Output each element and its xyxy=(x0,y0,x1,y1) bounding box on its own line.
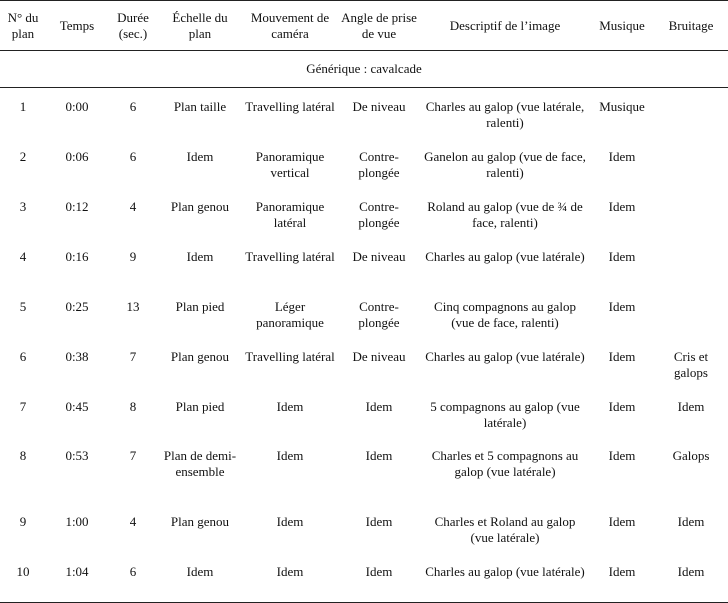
cell-duration: 4 xyxy=(129,513,137,529)
cell-shot-scale: Plan genou xyxy=(170,513,230,529)
cell-duration: 6 xyxy=(108,553,158,603)
cell-time: 0:00 xyxy=(65,99,89,114)
table-row xyxy=(0,553,728,603)
cell-camera-movement: Idem xyxy=(242,553,338,603)
cell-shot-scale: Plan pied xyxy=(175,298,225,314)
header-sound-effects: Bruitage xyxy=(654,1,728,51)
table-row xyxy=(0,437,728,503)
cell-camera-movement: Idem xyxy=(276,398,304,414)
cell-shot-number: 9 xyxy=(19,513,27,529)
cell-shot-scale: Plan genou xyxy=(170,198,230,214)
cell-shot-scale: Plan taille xyxy=(173,99,227,114)
cell-image-description: Charles au galop (vue latérale) xyxy=(425,348,585,364)
table-row xyxy=(0,288,728,338)
cell-duration: 7 xyxy=(129,348,137,364)
cell-music: Idem xyxy=(608,148,636,164)
cell-duration: 6 xyxy=(129,148,137,164)
cell-music: Idem xyxy=(608,447,636,463)
cell-image-description: Charles au galop (vue latérale, ralenti) xyxy=(425,99,585,130)
cell-shot-number: 5 xyxy=(19,298,27,314)
cell-music: Idem xyxy=(608,348,636,364)
cell-camera-movement: Idem xyxy=(276,447,304,463)
cell-sound-effects xyxy=(654,238,728,288)
table-row xyxy=(0,138,728,188)
cell-shot-number: 2 xyxy=(19,148,27,164)
cell-camera-movement: Travelling latéral xyxy=(245,99,335,114)
cell-camera-angle: De niveau xyxy=(352,99,406,114)
cell-sound-effects xyxy=(654,88,728,138)
cell-camera-angle: Idem xyxy=(365,447,393,463)
cell-duration: 13 xyxy=(126,298,140,314)
cell-camera-movement: Travelling latéral xyxy=(245,348,335,364)
cell-image-description: Charles au galop (vue latérale) xyxy=(425,248,585,264)
cell-camera-movement: Travelling latéral xyxy=(245,248,335,264)
cell-shot-number: 6 xyxy=(19,348,27,364)
cell-sound-effects: Idem xyxy=(677,513,705,529)
table-row xyxy=(0,238,728,288)
cell-time: 0:53 xyxy=(65,447,89,463)
cell-camera-angle: Contre-plongée xyxy=(358,148,400,180)
table-row xyxy=(0,88,728,138)
cell-camera-movement: Panoramique latéral xyxy=(255,198,325,230)
cell-sound-effects: Idem xyxy=(654,553,728,603)
table-row xyxy=(0,188,728,238)
header-camera-movement: Mouvement de caméra xyxy=(242,1,338,51)
cell-sound-effects: Galops xyxy=(672,447,710,463)
cell-shot-scale: Plan pied xyxy=(175,398,225,414)
table-row xyxy=(0,503,728,553)
cell-sound-effects: Idem xyxy=(677,398,705,414)
cell-camera-movement: Panoramique vertical xyxy=(255,148,325,180)
cell-shot-scale: Idem xyxy=(158,553,242,603)
header-duration: Durée (sec.) xyxy=(108,1,158,51)
cell-camera-angle: De niveau xyxy=(352,348,406,364)
cell-camera-angle: Contre-plongée xyxy=(358,198,400,230)
cell-sound-effects xyxy=(654,138,728,188)
cell-image-description: Ganelon au galop (vue de face, ralenti) xyxy=(424,148,586,180)
cell-music: Idem xyxy=(608,198,636,214)
header-row xyxy=(0,1,728,51)
cell-music: Idem xyxy=(608,248,636,264)
cell-duration: 4 xyxy=(129,198,137,214)
cell-duration: 9 xyxy=(129,248,137,264)
cell-shot-number: 10 xyxy=(0,553,46,603)
header-camera-angle: Angle de prise de vue xyxy=(338,1,420,51)
section-row xyxy=(0,51,728,88)
cell-time: 0:38 xyxy=(65,348,89,364)
cell-shot-number: 8 xyxy=(19,447,27,463)
cell-image-description: Roland au galop (vue de ¾ de face, ralenti) xyxy=(427,198,583,230)
cell-shot-number: 4 xyxy=(19,248,27,264)
cell-time: 0:25 xyxy=(65,298,89,314)
cell-time: 1:00 xyxy=(65,513,89,529)
header-shot-number: N° du plan xyxy=(0,1,46,51)
cell-shot-number: 7 xyxy=(19,398,27,414)
header-time: Temps xyxy=(46,1,108,51)
cell-duration: 8 xyxy=(129,398,137,414)
table-row xyxy=(0,388,728,437)
cell-music: Idem xyxy=(590,553,654,603)
header-image-description: Descriptif de l’image xyxy=(420,1,590,51)
cell-camera-movement: Léger panoramique xyxy=(256,298,324,330)
cell-image-description: Cinq compagnons au galop (vue de face, ralenti) xyxy=(434,298,576,330)
cell-camera-angle: De niveau xyxy=(352,248,406,264)
cell-shot-scale: Plan genou xyxy=(170,348,230,364)
cell-shot-scale: Idem xyxy=(186,148,214,164)
cell-shot-number: 3 xyxy=(19,198,27,214)
cell-music: Idem xyxy=(608,298,636,314)
cell-shot-scale: Plan de demi-ensemble xyxy=(163,447,237,479)
cell-camera-angle: Idem xyxy=(365,398,393,414)
cell-image-description: 5 compagnons au galop (vue latérale) xyxy=(430,398,580,430)
cell-image-description: Charles et Roland au galop (vue latérale) xyxy=(434,513,576,545)
cell-sound-effects: Cris et galops xyxy=(673,348,709,380)
cell-time: 0:06 xyxy=(65,148,89,164)
header-shot-scale: Échelle du plan xyxy=(158,1,242,51)
cell-image-description: Charles au galop (vue latérale) xyxy=(420,553,590,603)
cell-time: 1:04 xyxy=(46,553,108,603)
cell-time: 0:12 xyxy=(65,198,89,214)
cell-image-description: Charles et 5 compagnons au galop (vue latérale) xyxy=(431,447,579,479)
cell-sound-effects xyxy=(654,188,728,238)
table-row xyxy=(0,338,728,388)
cell-camera-angle: Contre-plongée xyxy=(358,298,400,330)
cell-duration: 7 xyxy=(129,447,137,463)
cell-duration: 6 xyxy=(129,99,137,114)
cell-time: 0:45 xyxy=(65,398,89,414)
cell-sound-effects xyxy=(654,288,728,338)
cell-shot-scale: Idem xyxy=(186,248,214,264)
header-music: Musique xyxy=(590,1,654,51)
cell-camera-angle: Idem xyxy=(338,553,420,603)
cell-time: 0:16 xyxy=(65,248,89,264)
cell-music: Idem xyxy=(608,398,636,414)
cell-music: Idem xyxy=(608,513,636,529)
cell-camera-angle: Idem xyxy=(365,513,393,529)
cell-music: Musique xyxy=(599,99,645,114)
section-title: Générique : cavalcade xyxy=(0,51,728,88)
cell-shot-number: 1 xyxy=(19,99,27,114)
cell-camera-movement: Idem xyxy=(276,513,304,529)
